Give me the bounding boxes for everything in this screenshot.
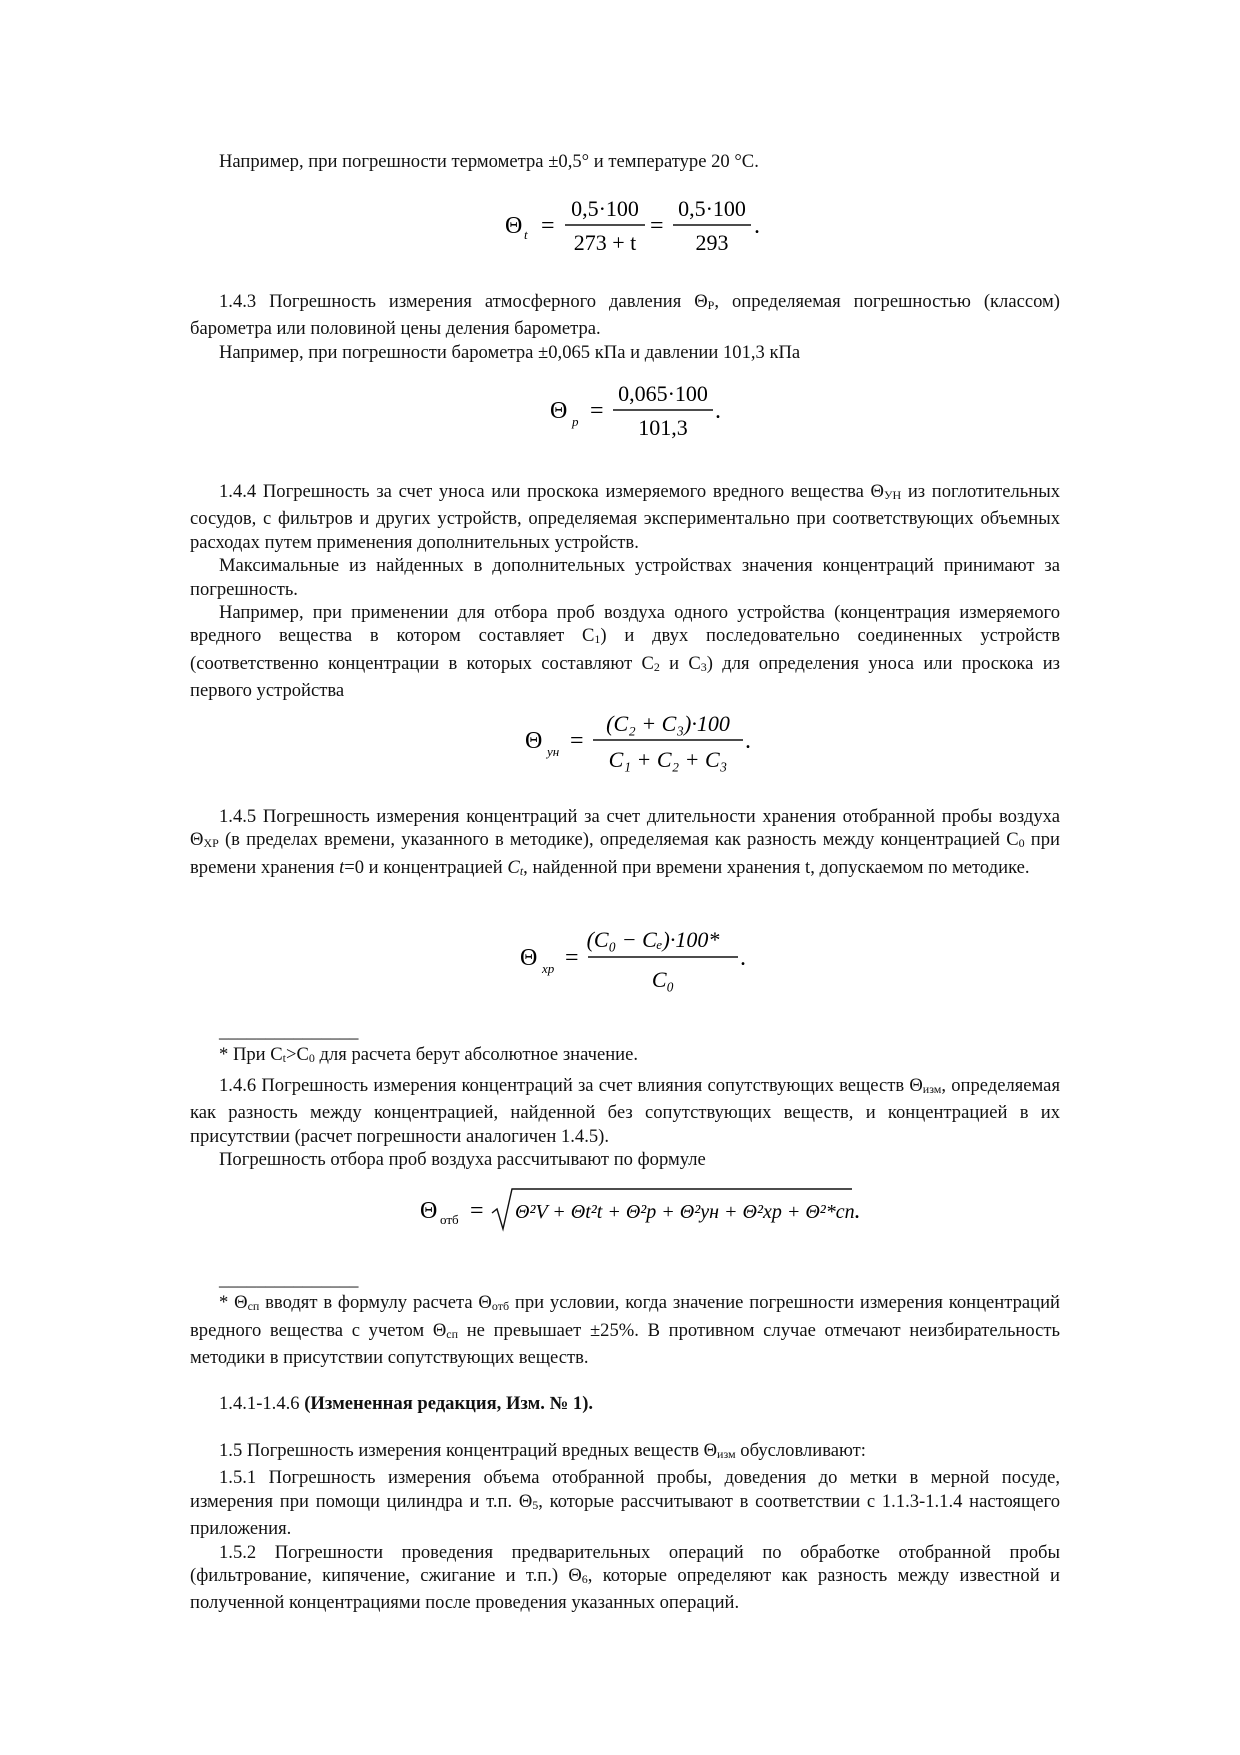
equals-sign: = xyxy=(565,945,579,971)
theta-symbol: Θ xyxy=(420,1198,438,1224)
formula-theta-p-svg xyxy=(550,380,730,450)
equals-sign: = xyxy=(470,1198,484,1224)
theta-symbol: Θ xyxy=(525,728,543,754)
section-1-5: 1.5 Погрешность измерения концентраций вредных веществ Θизм обусловливают: 1.5.1 Погрешность измерения объема отобранной пробы, доведения до метки в мерной посуде, измерения при помощи цилиндра и т.п. Θ5, которые рассчитывают в соответствии с 1.1.3-1.1.4 настоящего приложения. 1.5.2 Погрешности проведения предварительных операций по обработке отобранной пробы (фильтрование, кипячение, сжигание и т.п.) Θ6, которые определяют как разность между известной и полученной концентрациями после проведения указанных операций. xyxy=(190,1440,1061,1614)
denominator: C₀ xyxy=(651,967,675,992)
equals-sign: = xyxy=(590,398,604,424)
denominator-2: 293 xyxy=(695,230,729,255)
footnote-rule-1: _______________ xyxy=(219,1021,359,1042)
footnote-rule-2: _______________ xyxy=(219,1269,359,1290)
numerator: 0,065·100 xyxy=(618,381,708,406)
formula-theta-otb xyxy=(420,1183,890,1243)
formula-period: . xyxy=(754,213,760,239)
formula-period: . xyxy=(740,945,746,971)
section-1-5-2: 1.5.2 Погрешности проведения предварительных операций по обработке отобранной пробы (фильтрование, кипячение, сжигание и т.п.) Θ6, которые определяют как разность между известной и полученной концентрациями после проведения указанных операций. xyxy=(190,1541,1060,1614)
formula-period: . xyxy=(745,728,751,754)
equals-sign: = xyxy=(570,728,584,754)
theta-symbol: Θ xyxy=(505,213,523,239)
footnote-2: _______________ * Θсп вводят в формулу расчета Θотб при условии, когда значение погрешности измерения концентраций вредного вещества с учетом Θсп не превышает ±25%. В противном случае отмечают неизбирательность методики в присутствии сопутствующих веществ. xyxy=(190,1269,1060,1369)
denominator-1: 273 + t xyxy=(573,230,637,255)
numerator: (C₀ − Cₑ)·100* xyxy=(586,927,720,952)
formula-theta-t xyxy=(505,195,775,265)
paragraph-devices-example: Например, при применении для отбора проб воздуха одного устройства (концентрация измеряемого вредного вещества в котором составляет С1) и двух последовательно соединенных устройств (соответственно концентрации в которых составляют С2 и С3) для определения уноса или проскока из первого устройства xyxy=(190,602,1060,702)
formula-theta-hr-svg xyxy=(520,925,760,1000)
formula-theta-t-svg xyxy=(505,195,775,265)
formula-period: . xyxy=(854,1198,860,1224)
denominator: C₁ + C₂ + C₃ xyxy=(608,747,728,772)
theta-subscript: р xyxy=(572,414,579,429)
radicand: Θ²V + Θt²t + Θ²р + Θ²ун + Θ²хр + Θ²*сп xyxy=(515,1201,855,1223)
section-1-4-3: 1.4.3 Погрешность измерения атмосферного давления ΘР, определяемая погрешностью (классом) барометра или половиной цены деления барометра. Например, при погрешности барометра ±0,065 кПа и давлении 101,3 кПа xyxy=(190,291,1060,363)
theta-subscript: хр xyxy=(542,961,555,976)
section-1-4-4: 1.4.4 Погрешность за счет уноса или проскока измеряемого вредного вещества ΘУН из поглотительных сосудов, с фильтров и других устройств, определяемая экспериментально при соответствующих объемных расходах путем применения дополнительных устройств. Максимальные из найденных в дополнительных устройствах значения концентраций принимают за погрешность. Например, при применении для отбора проб воздуха одного устройства (концентрация измеряемого вредного вещества в котором составляет С1) и двух последовательно соединенных устройств (соответственно концентрации в которых составляют С2 и С3) для определения уноса или проскока из первого устройства xyxy=(190,481,1060,702)
footnote-1: _______________ * При Ct>C0 для расчета берут абсолютное значение. xyxy=(190,1020,1060,1071)
numerator: (C₂ + C₃)·100 xyxy=(606,711,730,736)
paragraph-max-values: Максимальные из найденных в дополнительных устройствах значения концентраций принимают за погрешность. xyxy=(190,555,1060,600)
amendment-note: 1.4.1-1.4.6 (Измененная редакция, Изм. № 1). xyxy=(219,1393,594,1414)
formula-theta-un xyxy=(525,710,765,780)
theta-symbol: Θ xyxy=(520,945,538,971)
theta-subscript: ун xyxy=(547,744,560,759)
equals-sign-2: = xyxy=(650,213,664,239)
section-1-5-1: 1.5.1 Погрешность измерения объема отобранной пробы, доведения до метки в мерной посуде, измерения при помощи цилиндра и т.п. Θ5, которые рассчитывают в соответствии с 1.1.3-1.1.4 настоящего приложения. xyxy=(190,1467,1061,1540)
paragraph-sampling-formula-intro: Погрешность отбора проб воздуха рассчитывают по формуле xyxy=(219,1149,706,1171)
equals-sign: = xyxy=(541,213,555,239)
formula-theta-hr xyxy=(520,925,760,1000)
formula-theta-p xyxy=(550,380,730,450)
theta-subscript: t xyxy=(524,227,528,242)
denominator: 101,3 xyxy=(638,415,688,440)
theta-symbol: Θ xyxy=(550,398,568,424)
formula-theta-otb-svg xyxy=(420,1183,890,1243)
paragraph-thermometer-example: Например, при погрешности термометра ±0,5° и температуре 20 °С. xyxy=(219,151,759,172)
numerator-2: 0,5·100 xyxy=(678,196,746,221)
formula-period: . xyxy=(715,398,721,424)
formula-theta-un-svg xyxy=(525,710,765,780)
section-1-4-5: 1.4.5 Погрешность измерения концентраций за счет длительности хранения отобранной пробы воздуха ΘХР (в пределах времени, указанного в методике), определяемая как разность между концентрацией С0 при времени хранения t=0 и концентрацией Ct, найденной при времени хранения t, допускаемом по методике. xyxy=(190,806,1060,878)
theta-subscript: отб xyxy=(440,1212,459,1227)
section-1-4-6: 1.4.6 Погрешность измерения концентраций за счет влияния сопутствующих веществ Θизм, определяемая как разность между концентрацией, найденной без сопутствующих веществ, и концентрацией в их присутствии (расчет погрешности аналогичен 1.4.5). Погрешность отбора проб воздуха рассчитывают по формуле xyxy=(190,1075,1060,1171)
numerator-1: 0,5·100 xyxy=(571,196,639,221)
paragraph-barometer-example: Например, при погрешности барометра ±0,065 кПа и давлении 101,3 кПа xyxy=(219,341,801,363)
